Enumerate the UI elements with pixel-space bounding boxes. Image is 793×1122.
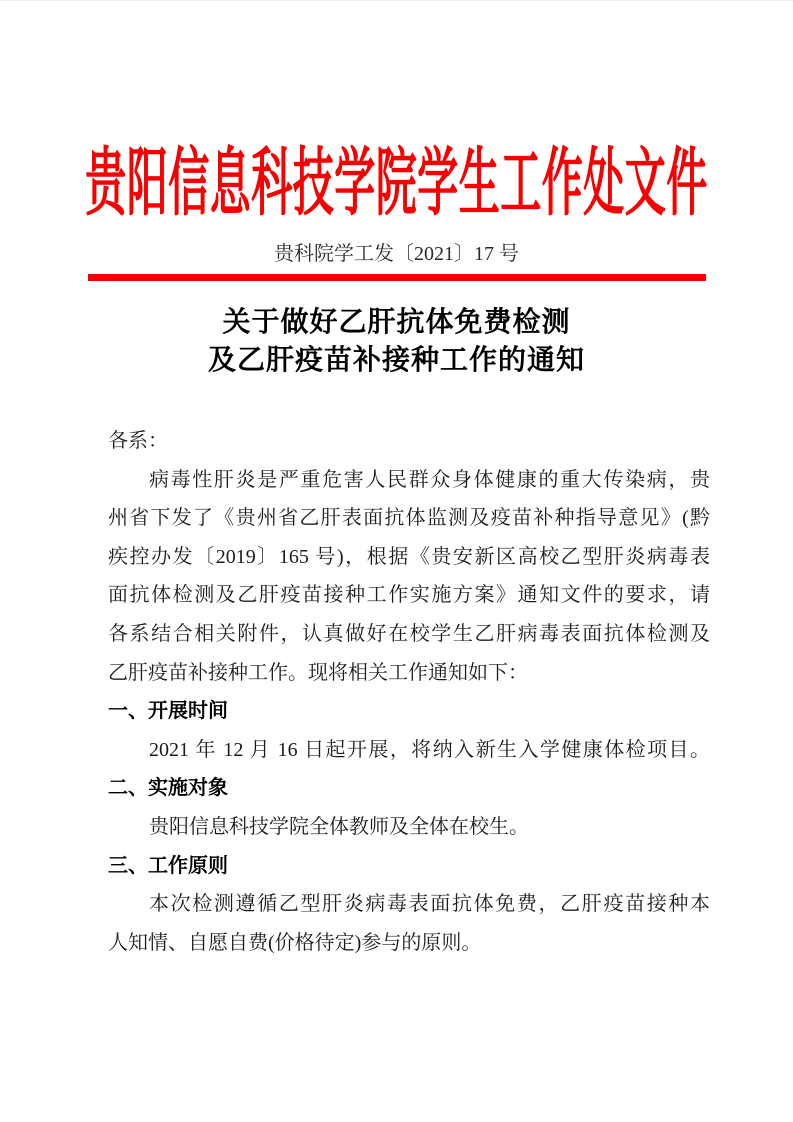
salutation: 各系：: [108, 430, 168, 452]
section-2-heading: 二、实施对象: [108, 777, 228, 800]
intro-line: 病毒性肝炎是严重危害人民群众身体健康的重大传染病，贵: [149, 468, 710, 491]
notice-title-line2: 及乙肝疫苗补接种工作的通知: [207, 345, 585, 376]
intro-line: 乙肝疫苗补接种工作。现将相关工作通知如下：: [108, 661, 528, 684]
notice-title: [0, 304, 793, 380]
org-title: 贵阳信息科技学院学生工作处文件: [85, 141, 708, 225]
document-body: [108, 422, 710, 962]
section-1-heading: 一、开展时间: [108, 700, 228, 723]
section-1-line: 2021 年 12 月 16 日起开展，将纳入新生入学健康体检项目。: [149, 738, 710, 761]
intro-line: 疾控办发〔2019〕165 号)，根据《贵安新区高校乙型肝炎病毒表: [108, 545, 710, 568]
doc-number: 贵科院学工发〔2021〕17 号: [274, 243, 519, 265]
intro-line: 面抗体检测及乙肝疫苗接种工作实施方案》通知文件的要求，请: [108, 584, 710, 607]
red-divider-rule: [88, 274, 706, 281]
section-3-heading: 三、工作原则: [108, 854, 228, 877]
notice-title-line1: 关于做好乙肝抗体免费检测: [222, 307, 571, 338]
section-3-line: 本次检测遵循乙型肝炎病毒表面抗体免费，乙肝疫苗接种本: [149, 893, 710, 916]
section-2-line: 贵阳信息科技学院全体教师及全体在校生。: [149, 815, 529, 838]
intro-line: 各系结合相关附件，认真做好在校学生乙肝病毒表面抗体检测及: [108, 622, 710, 645]
intro-line: 州省下发了《贵州省乙肝表面抗体监测及疫苗补种指导意见》(黔: [108, 507, 710, 530]
section-3-line: 人知情、自愿自费(价格待定)参与的原则。: [108, 931, 482, 954]
red-letterhead: [40, 141, 753, 225]
